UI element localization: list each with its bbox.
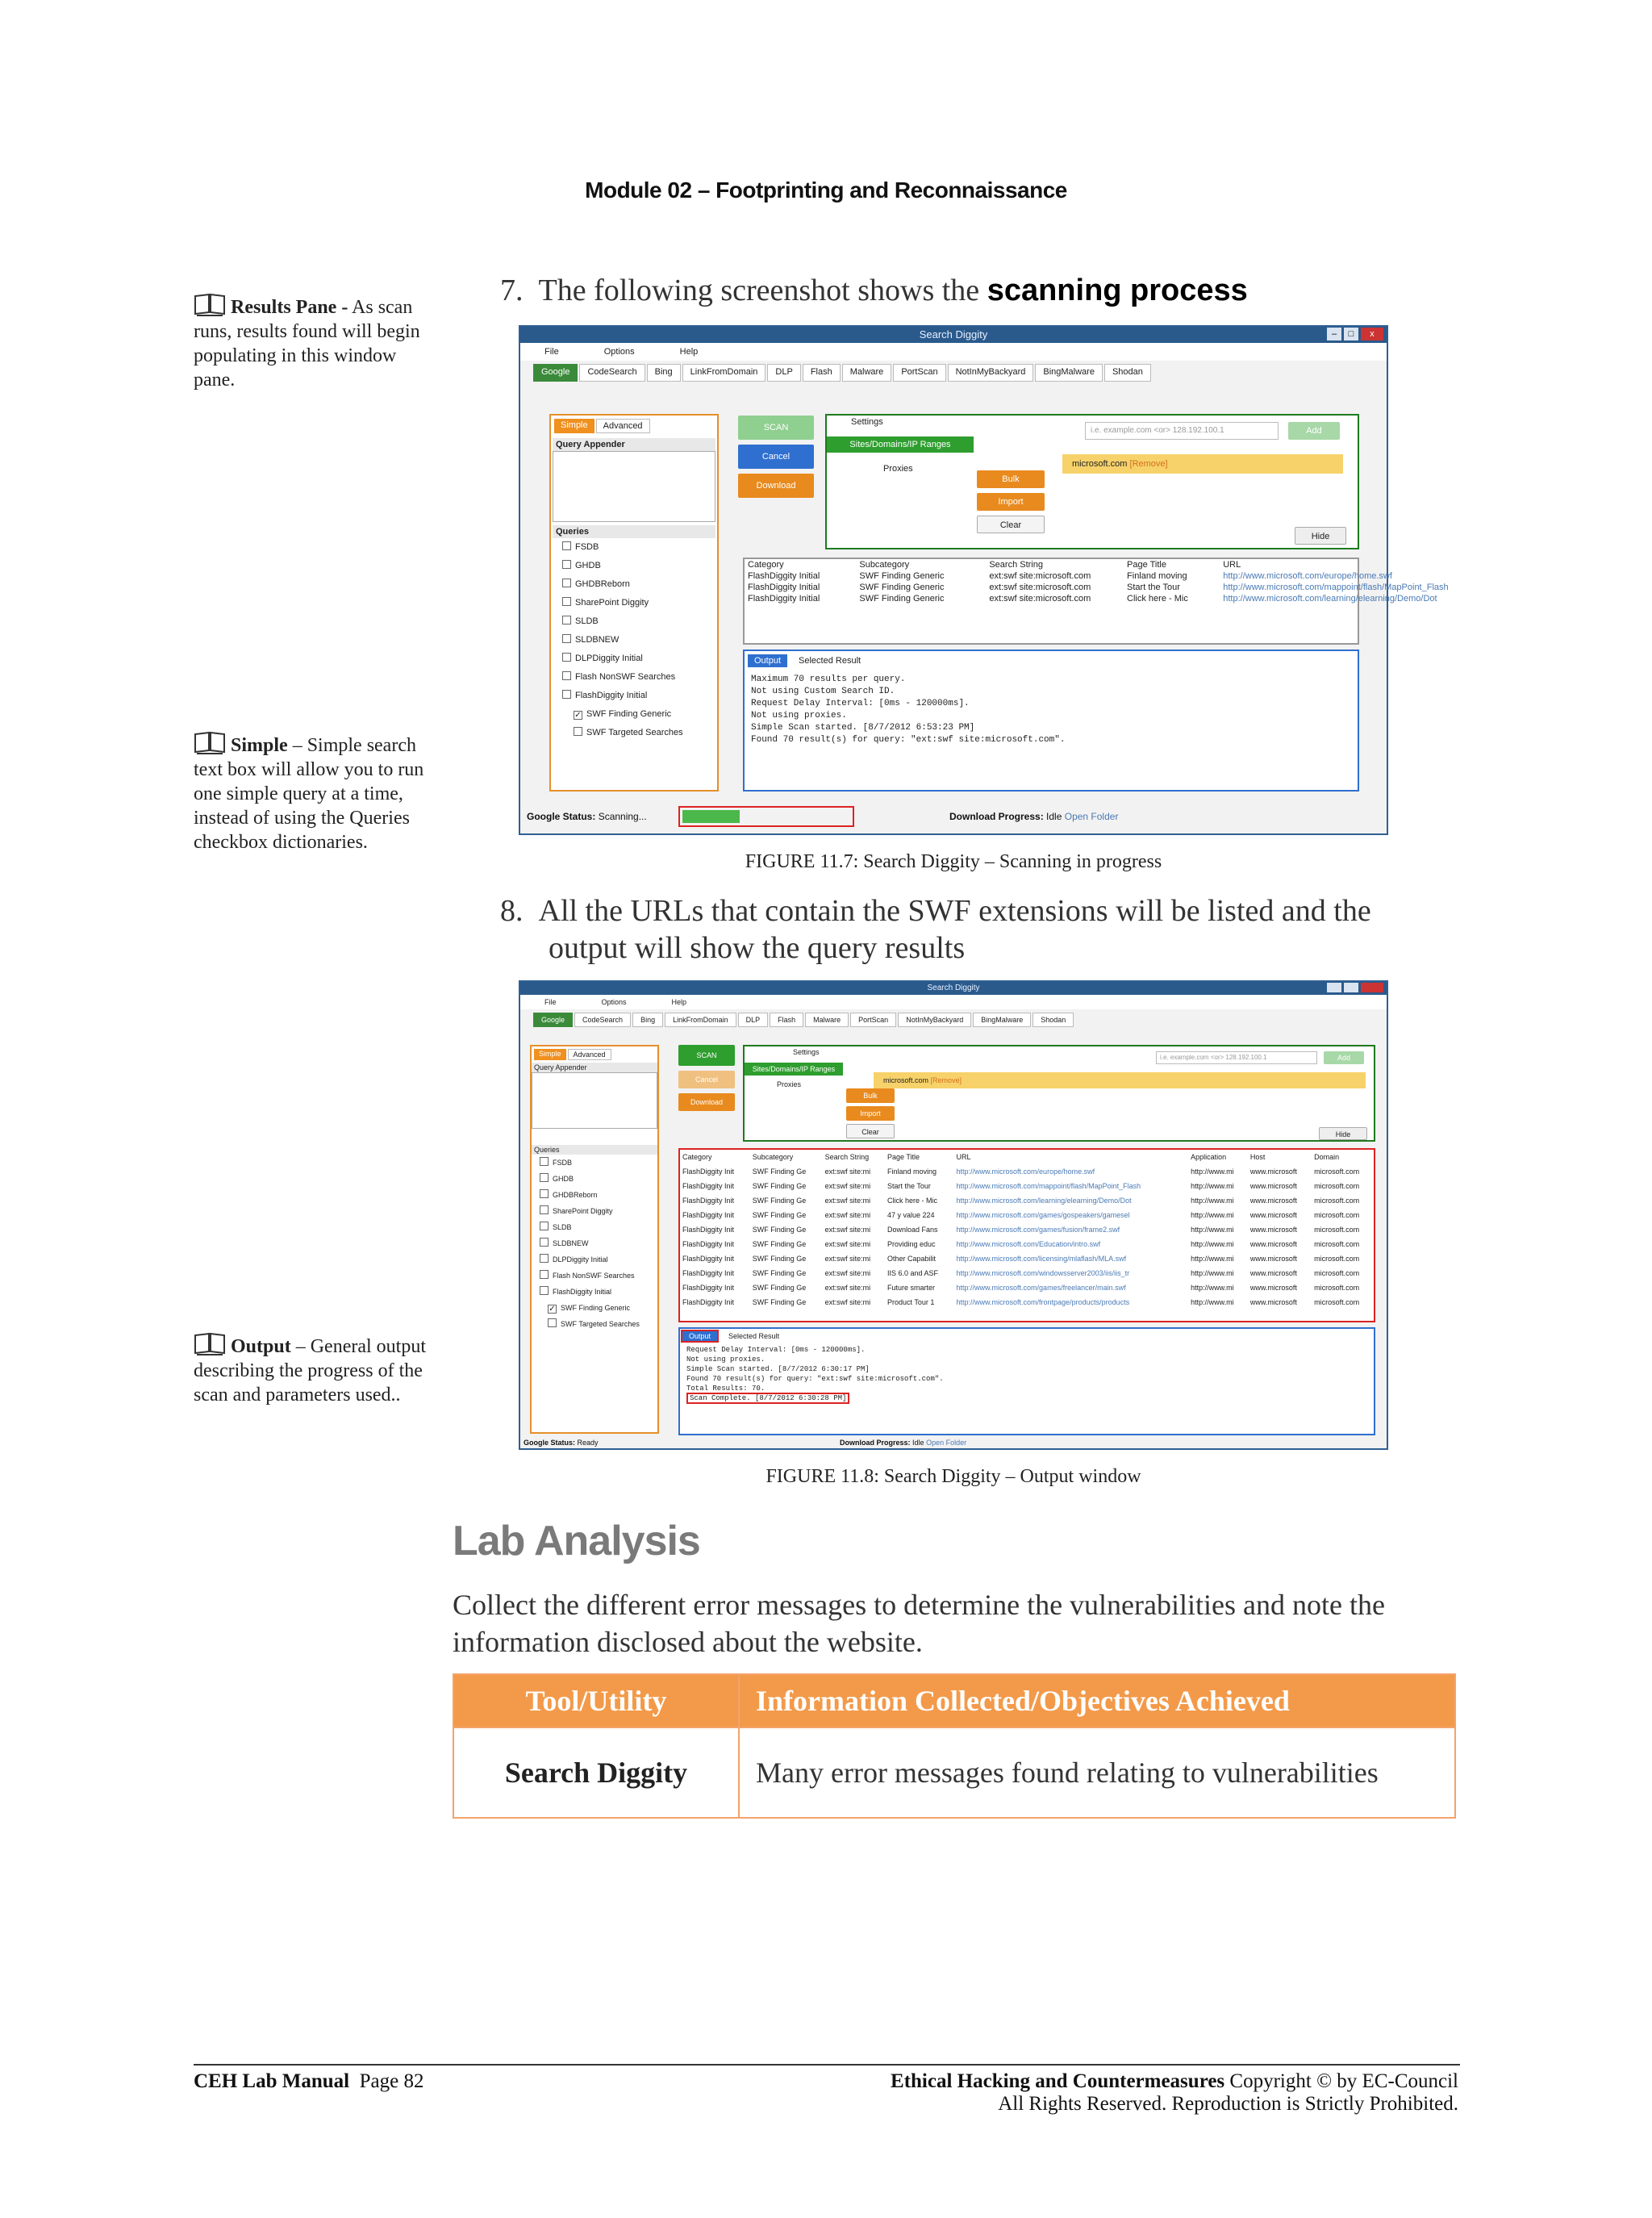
module-header: Module 02 – Footprinting and Reconnaissance xyxy=(585,178,1067,203)
tab-selected-result[interactable]: Selected Result xyxy=(799,656,861,666)
import-button[interactable]: Import xyxy=(977,493,1045,511)
progress-fill xyxy=(682,810,740,823)
query-item[interactable]: ✓ SWF Finding Generic xyxy=(574,709,672,720)
tab-bingmalware[interactable]: BingMalware xyxy=(1035,364,1103,382)
title-bar xyxy=(520,327,1387,343)
column-header[interactable]: URL xyxy=(956,1153,971,1161)
search-diggity-window-output xyxy=(519,980,1388,1450)
close-button[interactable]: x xyxy=(1361,328,1383,340)
column-header[interactable]: Search String xyxy=(989,560,1043,570)
output-tabs xyxy=(680,1329,1374,1343)
maximize-button[interactable] xyxy=(1344,983,1358,992)
note-text: – General output describing the progress of the scan and parameters used.. xyxy=(194,1336,426,1406)
queries-label: Queries xyxy=(532,1145,657,1155)
table-row[interactable]: FlashDiggity Initial SWF Finding Generic ext:swf site:microsoft.com Start the Tour http://www.microsoft.com/mappoint/flash/MapPoint_Flash xyxy=(748,583,1449,592)
hide-button[interactable]: Hide xyxy=(1319,1127,1367,1140)
tab-codesearch[interactable]: CodeSearch xyxy=(574,1013,631,1027)
checkbox[interactable] xyxy=(562,653,571,662)
download-progress: Download Progress: Idle Open Folder xyxy=(840,1439,967,1447)
column-header[interactable]: Category xyxy=(748,560,784,570)
table-header xyxy=(453,1674,1455,1727)
cancel-button[interactable]: Cancel xyxy=(738,445,814,469)
query-appender-label: Query Appender xyxy=(553,438,715,451)
tab-malware[interactable]: Malware xyxy=(805,1013,849,1027)
info-cell: Many error messages found relating to vulnerabilities xyxy=(739,1727,1455,1818)
tab-advanced[interactable]: Advanced xyxy=(568,1049,611,1060)
domain-input[interactable]: i.e. example.com <or> 128.192.100.1 xyxy=(1085,422,1279,440)
query-item[interactable]: GHDBReborn xyxy=(562,575,714,594)
sites-domains-tab[interactable]: Sites/Domains/IP Ranges xyxy=(827,436,974,453)
checkbox[interactable] xyxy=(562,579,571,587)
engine-tabs xyxy=(520,361,1387,382)
table-row[interactable]: FlashDiggity Init SWF Finding Ge ext:swf site:mi Providing educ http://www.microsoft.com/Education/intro.swf http://www.mi www.microsoft microsoft.com xyxy=(682,1240,1360,1248)
checkbox[interactable] xyxy=(562,616,571,624)
tab-bing[interactable]: Bing xyxy=(632,1013,663,1027)
add-button[interactable]: Add xyxy=(1324,1051,1364,1064)
settings-label: Settings xyxy=(851,417,883,427)
clear-button[interactable]: Clear xyxy=(846,1124,895,1138)
domain-list-item[interactable]: microsoft.com [Remove] xyxy=(1062,454,1343,474)
figure-caption: FIGURE 11.8: Search Diggity – Output window xyxy=(766,1466,1141,1487)
menu-bar xyxy=(520,343,1387,361)
query-item[interactable]: FlashDiggity Initial xyxy=(562,687,714,705)
menu-file[interactable]: File xyxy=(544,998,557,1006)
lab-analysis-paragraph: Collect the different error messages to determine the vulnerabilities and note the information disclosed about the website. xyxy=(453,1589,1385,1658)
menu-options[interactable]: Options xyxy=(603,347,635,357)
figure-caption: FIGURE 11.7: Search Diggity – Scanning in progress xyxy=(745,851,1162,872)
table-row[interactable]: FlashDiggity Init SWF Finding Ge ext:swf site:mi IIS 6.0 and ASF http://www.microsoft.com/windowsserver2003/iis/iis_tr http://www.mi www.microsoft microsoft.com xyxy=(682,1269,1360,1277)
table-row xyxy=(453,1727,1455,1818)
column-header[interactable]: Domain xyxy=(1314,1153,1340,1161)
query-item[interactable]: FlashDiggity Initial xyxy=(540,1284,657,1300)
table-row[interactable]: FlashDiggity Init SWF Finding Ge ext:swf site:mi Future smarter http://www.microsoft.com/games/freelancer/main.swf http://www.mi www.microsoft microsoft.com xyxy=(682,1284,1360,1292)
add-button[interactable]: Add xyxy=(1288,422,1340,440)
scan-progress-bar xyxy=(678,806,854,827)
query-item[interactable]: SLDBNEW xyxy=(540,1235,657,1251)
column-header[interactable]: Subcategory xyxy=(859,560,910,570)
table-row[interactable]: FlashDiggity Initial SWF Finding Generic ext:swf site:microsoft.com Click here - Mic http://www.microsoft.com/learning/elearning/Demo/Dot xyxy=(748,594,1437,604)
column-header: Information Collected/Objectives Achieved xyxy=(739,1674,1455,1727)
query-item[interactable]: SWF Targeted Searches xyxy=(540,1316,657,1332)
step-number: 7. xyxy=(500,274,524,307)
step-number: 8. xyxy=(500,894,524,928)
sidebar-note-results-pane xyxy=(194,292,436,392)
download-progress: Download Progress: Idle Open Folder xyxy=(949,811,1119,822)
query-item[interactable]: GHDBReborn xyxy=(540,1187,657,1203)
maximize-button[interactable]: □ xyxy=(1344,328,1358,340)
hide-button[interactable]: Hide xyxy=(1295,527,1346,545)
tab-bing[interactable]: Bing xyxy=(647,364,681,382)
step-text: The following screenshot shows the xyxy=(538,274,980,307)
tab-shodan[interactable]: Shodan xyxy=(1032,1013,1074,1027)
import-button[interactable]: Import xyxy=(846,1106,895,1121)
lab-analysis-table xyxy=(453,1673,1456,1819)
tab-output[interactable]: Output xyxy=(682,1331,717,1341)
note-text: As scan runs, results found will begin populating in this window pane. xyxy=(194,297,420,391)
output-tabs xyxy=(745,651,1358,670)
table-row[interactable]: FlashDiggity Init SWF Finding Ge ext:swf site:mi Product Tour 1 http://www.microsoft.com/frontpage/products/products http://www.mi www.microsoft microsoft.com xyxy=(682,1298,1360,1306)
settings-panel xyxy=(825,414,1359,549)
query-item[interactable]: SLDBNEW xyxy=(562,631,714,650)
note-title: Output xyxy=(231,1336,291,1357)
query-panel xyxy=(530,1045,659,1434)
query-item[interactable]: GHDB xyxy=(562,557,714,575)
tab-portscan[interactable]: PortScan xyxy=(893,364,945,382)
tab-google[interactable]: Google xyxy=(533,1013,573,1027)
column-header[interactable]: Search String xyxy=(824,1153,870,1161)
remove-link[interactable]: [Remove] xyxy=(1129,459,1168,469)
results-pane xyxy=(678,1148,1375,1322)
queries-tree xyxy=(532,1155,657,1332)
sites-domains-tab[interactable]: Sites/Domains/IP Ranges xyxy=(745,1063,843,1076)
checkbox-checked[interactable]: ✓ xyxy=(574,711,582,720)
query-item[interactable]: FSDB xyxy=(540,1155,657,1171)
open-folder-link[interactable]: Open Folder xyxy=(926,1439,967,1447)
tab-flash[interactable]: Flash xyxy=(803,364,841,382)
tool-cell: Search Diggity xyxy=(453,1727,739,1818)
menu-options[interactable]: Options xyxy=(601,998,627,1006)
tab-malware[interactable]: Malware xyxy=(842,364,892,382)
table-row[interactable]: FlashDiggity Init SWF Finding Ge ext:swf site:mi 47 y value 224 http://www.microsoft.com/games/gospeakers/gamesel http://www.mi www.microsoft microsoft.com xyxy=(682,1211,1360,1219)
tab-linkfromdomain[interactable]: LinkFromDomain xyxy=(682,364,766,382)
window-title: Search Diggity xyxy=(919,328,988,340)
tab-bingmalware[interactable]: BingMalware xyxy=(973,1013,1031,1027)
table-row[interactable]: FlashDiggity Init SWF Finding Ge ext:swf site:mi Click here - Mic http://www.microsoft.com/learning/elearning/Demo/Dot http://www.mi www.microsoft microsoft.com xyxy=(682,1197,1360,1205)
query-item[interactable]: ✓ SWF Finding Generic xyxy=(549,1304,631,1314)
column-header: Tool/Utility xyxy=(453,1674,739,1727)
table-row[interactable]: FlashDiggity Initial SWF Finding Generic ext:swf site:microsoft.com Finland moving http://www.microsoft.com/europe/home.swf xyxy=(748,571,1392,581)
output-text: Request Delay Interval: [0ms - 120000ms]. Not using proxies. Simple Scan started. [8/7/2012 6:30:17 PM] Found 70 result(s) for query: "ext:swf site:microsoft.com". Total Results: 70. Scan Complete. [8/7/2012 6:30:28 PM] xyxy=(686,1346,944,1402)
checkbox[interactable] xyxy=(562,634,571,643)
table-header xyxy=(745,559,1358,570)
tab-simple[interactable]: Simple xyxy=(554,419,594,433)
checkbox[interactable] xyxy=(562,671,571,680)
scan-button[interactable]: SCAN xyxy=(738,416,814,440)
results-pane xyxy=(743,558,1449,645)
tab-flash[interactable]: Flash xyxy=(770,1013,803,1027)
tab-linkfromdomain[interactable]: LinkFromDomain xyxy=(665,1013,736,1027)
google-status: Google Status: Scanning... xyxy=(527,811,647,822)
footer-right: Ethical Hacking and Countermeasures Copyright © by EC-Council All Rights Reserved. Reproduction is Strictly Prohibited. xyxy=(891,2070,1458,2115)
query-appender-box[interactable] xyxy=(553,451,715,522)
title-bar xyxy=(520,982,1387,995)
checkbox[interactable] xyxy=(562,541,571,550)
sidebar-note-simple xyxy=(194,730,436,854)
results-table xyxy=(680,1150,1374,1309)
tab-advanced[interactable]: Advanced xyxy=(596,419,650,433)
domain-input[interactable]: i.e. example.com <or> 128.192.100.1 xyxy=(1156,1051,1317,1064)
menu-help[interactable]: Help xyxy=(671,998,687,1006)
query-item[interactable]: SLDB xyxy=(562,612,714,631)
open-folder-link[interactable]: Open Folder xyxy=(1064,811,1119,822)
query-item[interactable]: FSDB xyxy=(562,538,714,557)
menu-bar xyxy=(520,995,1387,1009)
results-table xyxy=(745,559,1449,604)
column-header[interactable]: Category xyxy=(682,1153,712,1161)
note-title: Simple xyxy=(231,735,288,756)
proxies-tab[interactable]: Proxies xyxy=(883,464,913,474)
query-panel xyxy=(549,414,719,792)
tab-notinmybackyard[interactable]: NotInMyBackyard xyxy=(948,364,1034,382)
bulk-button[interactable]: Bulk xyxy=(846,1088,895,1103)
query-item[interactable]: DLPDiggity Initial xyxy=(540,1251,657,1268)
clear-button[interactable]: Clear xyxy=(977,516,1045,533)
queries-label: Queries xyxy=(553,525,715,538)
engine-tabs xyxy=(520,1009,1387,1027)
proxies-tab[interactable]: Proxies xyxy=(777,1080,802,1088)
menu-file[interactable]: File xyxy=(544,347,559,357)
search-diggity-window xyxy=(519,325,1449,835)
download-button[interactable]: Download xyxy=(738,474,814,498)
query-item[interactable]: SharePoint Diggity xyxy=(540,1203,657,1219)
remove-link[interactable]: [Remove] xyxy=(930,1076,962,1084)
footer-rule xyxy=(194,2064,1460,2066)
book-icon xyxy=(194,730,226,754)
tab-notinmybackyard[interactable]: NotInMyBackyard xyxy=(898,1013,971,1027)
settings-panel xyxy=(743,1045,1375,1142)
tab-shodan[interactable]: Shodan xyxy=(1104,364,1151,382)
scan-button[interactable]: SCAN xyxy=(678,1045,735,1066)
query-item[interactable]: SLDB xyxy=(540,1219,657,1235)
footer-left: CEH Lab Manual Page 82 xyxy=(194,2070,424,2092)
bulk-button[interactable]: Bulk xyxy=(977,470,1045,488)
checkbox[interactable] xyxy=(574,727,582,736)
checkbox[interactable] xyxy=(562,690,571,699)
tab-dlp[interactable]: DLP xyxy=(767,364,800,382)
column-header[interactable]: Subcategory xyxy=(752,1153,794,1161)
tab-google[interactable]: Google xyxy=(533,364,578,382)
tab-selected-result[interactable]: Selected Result xyxy=(728,1332,780,1340)
scan-complete-message: Scan Complete. [8/7/2012 6:30:28 PM] xyxy=(686,1393,849,1404)
table-row[interactable]: FlashDiggity Init SWF Finding Ge ext:swf site:mi Start the Tour http://www.microsoft.com/mappoint/flash/MapPoint_Flash http://www.mi www.microsoft microsoft.com xyxy=(682,1182,1360,1190)
table-row[interactable]: FlashDiggity Init SWF Finding Ge ext:swf site:mi Download Fans http://www.microsoft.com/games/fusion/frame2.swf http://www.mi www.microsoft microsoft.com xyxy=(682,1226,1360,1234)
minimize-button[interactable]: – xyxy=(1327,328,1341,340)
table-header xyxy=(680,1150,1374,1164)
queries-tree xyxy=(551,538,717,742)
column-header[interactable]: Page Title xyxy=(887,1153,920,1161)
lab-analysis-title: Lab Analysis xyxy=(453,1518,700,1564)
note-title: Results Pane - xyxy=(231,297,348,318)
column-header[interactable]: Page Title xyxy=(1127,560,1166,570)
download-button[interactable]: Download xyxy=(678,1093,735,1111)
checkbox[interactable] xyxy=(562,597,571,606)
query-item[interactable]: Flash NonSWF Searches xyxy=(540,1268,657,1284)
tab-dlp[interactable]: DLP xyxy=(738,1013,769,1027)
query-appender-label: Query Appender xyxy=(532,1063,657,1072)
cancel-button[interactable]: Cancel xyxy=(678,1071,735,1088)
query-appender-box[interactable] xyxy=(532,1072,657,1129)
step-8 xyxy=(500,892,1420,967)
step-7 xyxy=(500,272,1420,309)
column-header[interactable]: URL xyxy=(1223,560,1241,570)
domain-list-item[interactable]: microsoft.com [Remove] xyxy=(874,1072,1366,1088)
step-bold: scanning process xyxy=(987,274,1248,307)
query-item[interactable]: SWF Targeted Searches xyxy=(562,724,714,742)
tab-output[interactable]: Output xyxy=(748,654,787,667)
note-text: – Simple search text box will allow you to run one simple query at a time, instead of using the Queries checkbox dictionaries. xyxy=(194,735,424,853)
column-header[interactable]: Application xyxy=(1191,1153,1227,1161)
mode-tabs xyxy=(532,1046,657,1063)
query-item[interactable]: SharePoint Diggity xyxy=(562,594,714,612)
query-item[interactable]: Flash NonSWF Searches xyxy=(562,668,714,687)
table-row[interactable]: FlashDiggity Init SWF Finding Ge ext:swf site:mi Other Capabilit http://www.microsoft.com/licensing/mlaflash/MLA.swf http://www.mi www.microsoft microsoft.com xyxy=(682,1255,1360,1263)
google-status: Google Status: Ready xyxy=(524,1439,599,1447)
tab-portscan[interactable]: PortScan xyxy=(850,1013,896,1027)
menu-help[interactable]: Help xyxy=(679,347,699,357)
minimize-button[interactable] xyxy=(1327,983,1341,992)
column-header[interactable]: Host xyxy=(1249,1153,1266,1161)
window-title: Search Diggity xyxy=(927,984,980,992)
table-row[interactable]: FlashDiggity Init SWF Finding Ge ext:swf site:mi Finland moving http://www.microsoft.com/europe/home.swf http://www.mi www.microsoft microsoft.com xyxy=(682,1167,1360,1176)
query-item[interactable]: GHDB xyxy=(540,1171,657,1187)
tab-simple[interactable]: Simple xyxy=(534,1049,566,1060)
output-panel xyxy=(743,650,1359,792)
settings-label: Settings xyxy=(793,1048,820,1056)
output-text: Maximum 70 results per query. Not using Custom Search ID. Request Delay Interval: [0ms - 120000ms]. Not using proxies. Simple Scan started. [8/7/2012 6:53:23 PM] Found 70 result(s) for query: "ext:swf site:microsoft.com". xyxy=(751,675,1066,745)
query-item[interactable]: DLPDiggity Initial xyxy=(562,650,714,668)
step-text: All the URLs that contain the SWF extensions will be listed and the output will show the query results xyxy=(538,894,1371,965)
mode-tabs xyxy=(551,416,717,436)
output-panel xyxy=(678,1327,1375,1435)
close-button[interactable] xyxy=(1361,983,1383,992)
checkbox[interactable] xyxy=(562,560,571,569)
tab-codesearch[interactable]: CodeSearch xyxy=(579,364,645,382)
book-icon xyxy=(194,1331,226,1355)
book-icon xyxy=(194,292,226,316)
sidebar-note-output xyxy=(194,1331,436,1407)
